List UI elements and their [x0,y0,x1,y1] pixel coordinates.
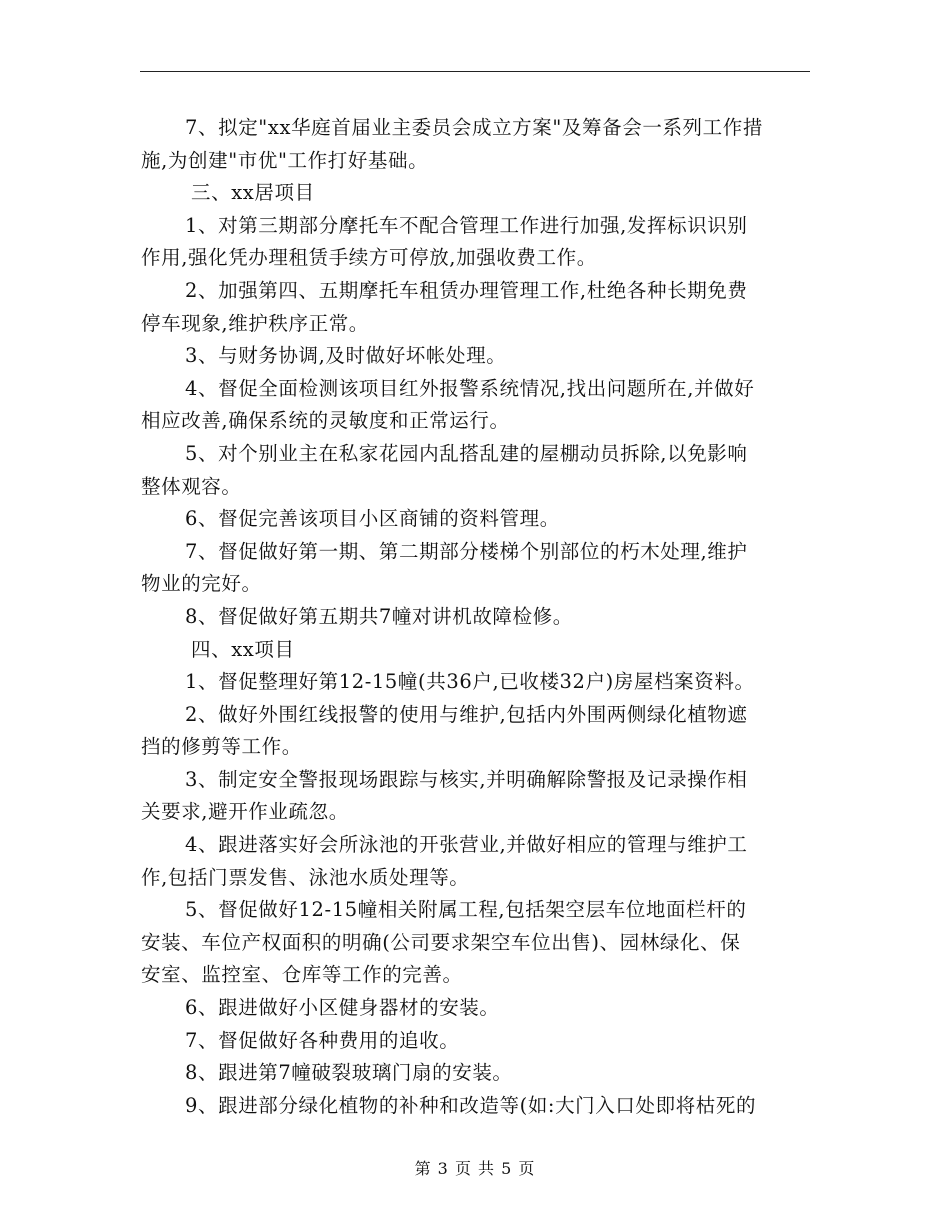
text-line: 作用,强化凭办理租赁手续方可停放,加强收费工作。 [141,246,597,270]
text-line: 关要求,避开作业疏忽。 [141,800,349,824]
text-line: 7、督促做好各种费用的追收。 [185,1028,460,1052]
text-line: 作,包括门票发售、泳池水质处理等。 [141,865,470,889]
text-line: 3、与财务协调,及时做好坏帐处理。 [185,344,507,368]
text-line: 相应改善,确保系统的灵敏度和正常运行。 [141,409,510,433]
text-line: 8、跟进第7幢破裂玻璃门扇的安装。 [185,1061,513,1085]
text-line: 安室、监控室、仓库等工作的完善。 [141,963,463,987]
text-line: 施,为创建"市优"工作打好基础。 [141,148,429,172]
text-line: 6、督促完善该项目小区商铺的资料管理。 [185,507,560,531]
text-line: 1、督促整理好第12-15幢(共36户,已收楼32户)房屋档案资料。 [185,670,755,694]
text-line: 4、跟进落实好会所泳池的开张营业,并做好相应的管理与维护工 [185,833,748,857]
text-line: 2、做好外围红线报警的使用与维护,包括内外围两侧绿化植物遮 [185,702,748,726]
text-line: 4、督促全面检测该项目红外报警系统情况,找出问题所在,并做好 [185,376,755,400]
text-line: 2、加强第四、五期摩托车租赁办理管理工作,杜绝各种长期免费 [185,278,748,302]
text-line: 整体观容。 [141,474,242,498]
text-line: 1、对第三期部分摩托车不配合管理工作进行加强,发挥标识识别 [185,213,748,237]
text-line: 9、跟进部分绿化植物的补种和改造等(如:大门入口处即将枯死的 [185,1093,757,1117]
text-line: 3、制定安全警报现场跟踪与核实,并明确解除警报及记录操作相 [185,767,748,791]
text-line: 5、督促做好12-15幢相关附属工程,包括架空层车位地面栏杆的 [185,898,747,922]
page-footer: 第 3 页 共 5 页 [414,1159,536,1178]
text-line: 7、拟定"xx华庭首届业主委员会成立方案"及筹备会一系列工作措 [185,116,763,139]
text-line: 8、督促做好第五期共7幢对讲机故障检修。 [185,604,573,628]
section-heading: 四、xx项目 [191,637,295,661]
section-heading: 三、xx居项目 [191,181,315,205]
text-line: 挡的修剪等工作。 [141,735,302,759]
text-line: 停车现象,维护秩序正常。 [141,311,369,335]
header-rule [140,71,810,72]
text-line: 5、对个别业主在私家花园内乱搭乱建的屋棚动员拆除,以免影响 [185,441,748,465]
document-body [141,112,811,1122]
text-line: 安装、车位产权面积的明确(公司要求架空车位出售)、园林绿化、保 [141,930,741,954]
text-line: 物业的完好。 [141,572,262,596]
text-line: 6、跟进做好小区健身器材的安装。 [185,996,500,1020]
text-line: 7、督促做好第一期、第二期部分楼梯个别部位的朽木处理,维护 [185,539,748,563]
